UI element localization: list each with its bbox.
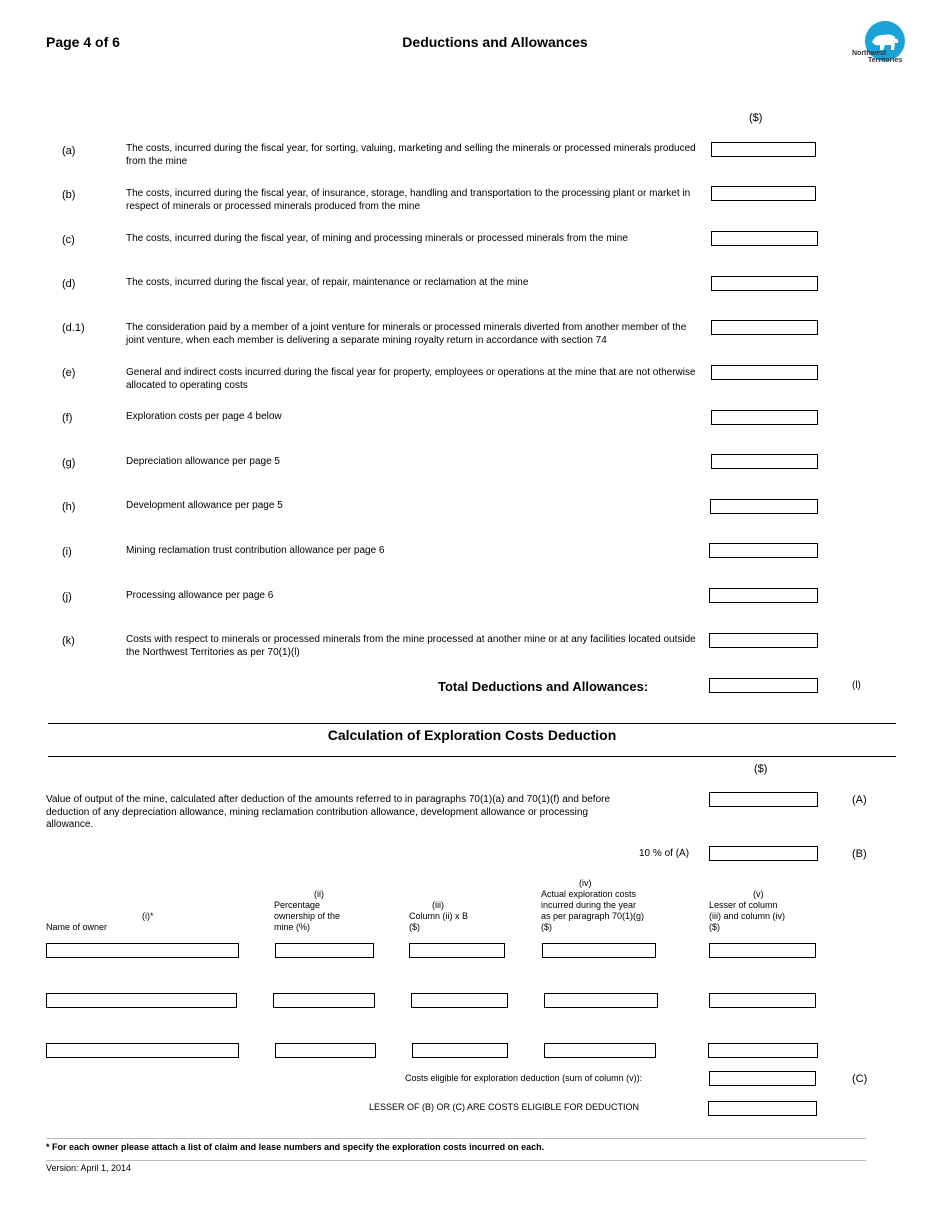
input-e[interactable] [711, 365, 818, 380]
col-iv-line2: incurred during the year [541, 900, 637, 910]
logo-text-territories: Territories [868, 57, 903, 64]
col-iv-line1: Actual exploration costs [541, 889, 637, 899]
column-v-input-1[interactable] [709, 943, 816, 958]
input-d[interactable] [711, 276, 818, 291]
exploration-title: Calculation of Exploration Costs Deduction [327, 727, 617, 743]
column-iv-input-2[interactable] [544, 993, 658, 1008]
row-text-d: The costs, incurred during the fiscal year, of repair, maintenance or reclamation at the mine [126, 277, 529, 288]
input-f[interactable] [711, 410, 818, 425]
row-text-j: Processing allowance per page 6 [126, 590, 274, 601]
row-label-e: (e) [62, 367, 76, 379]
exploration-currency-header: ($) [754, 763, 768, 775]
col-header-name-of-owner: Name of owner [46, 922, 108, 932]
col-v-line1: Lesser of column [709, 900, 778, 910]
col-ii-num: (ii) [314, 889, 324, 899]
eligible-costs-label: Costs eligible for exploration deduction (sum of column (v)): [405, 1073, 643, 1083]
column-iii-input-1[interactable] [409, 943, 505, 958]
input-a[interactable] [711, 142, 816, 157]
ownership-input-3[interactable] [275, 1043, 376, 1058]
owner-name-input-2[interactable] [46, 993, 237, 1008]
col-header-ii [274, 889, 364, 933]
column-iii-input-2[interactable] [411, 993, 508, 1008]
input-lesser-of[interactable] [708, 1101, 817, 1116]
row-text-h: Development allowance per page 5 [126, 500, 283, 511]
ownership-input-2[interactable] [273, 993, 375, 1008]
input-value-c[interactable] [709, 1071, 816, 1086]
column-iv-input-1[interactable] [542, 943, 656, 958]
col-header-v [709, 889, 819, 933]
owner-name-input-1[interactable] [46, 943, 239, 958]
col-header-i: (i)* [142, 911, 154, 921]
input-value-a[interactable] [709, 792, 818, 807]
total-ref: (l) [852, 680, 861, 691]
row-label-h: (h) [62, 501, 76, 513]
input-b[interactable] [711, 186, 816, 201]
input-j[interactable] [709, 588, 818, 603]
row-label-b: (b) [62, 189, 76, 201]
section-divider-bottom [48, 756, 896, 757]
footer-note: * For each owner please attach a list of claim and lease numbers and specify the exploration costs incurred on each. [46, 1142, 545, 1152]
input-h[interactable] [710, 499, 818, 514]
column-v-input-3[interactable] [708, 1043, 818, 1058]
ref-a: (A) [852, 794, 867, 806]
col-iv-line4: ($) [541, 922, 552, 932]
row-text-e: General and indirect costs incurred during the fiscal year for property, employees or operations at the mine that are not otherwise allocated to operating costs [126, 367, 696, 391]
row-label-c: (c) [62, 234, 75, 246]
column-iii-input-3[interactable] [412, 1043, 508, 1058]
page-title: Deductions and Allowances [402, 34, 588, 50]
page-number: Page 4 of 6 [46, 34, 120, 50]
footer-divider-bottom [46, 1160, 866, 1161]
ten-percent-label: 10 % of (A) [639, 848, 690, 859]
col-header-iv [541, 878, 671, 933]
row-text-k: Costs with respect to minerals or processed minerals from the mine processed at another mine or at any facilities located outside the Northwest Territories as per 70(1)(l) [126, 634, 696, 658]
section-divider-top [48, 723, 896, 724]
row-text-a: The costs, incurred during the fiscal year, for sorting, valuing, marketing and selling the minerals or processed minerals produced from the mine [126, 143, 696, 167]
value-of-output-text: Value of output of the mine, calculated after deduction of the amounts referred to in paragraphs 70(1)(a) and 70(1)(f) and before deduction of any depreciation allowance, mining reclamation contribution allowance, development allowance or processing allowance. [46, 794, 611, 830]
col-v-line2: (iii) and column (iv) [709, 911, 786, 921]
col-iv-line3: as per paragraph 70(1)(g) [541, 911, 645, 921]
col-ii-line2: ownership of the [274, 911, 341, 921]
row-label-g: (g) [62, 457, 76, 469]
col-v-line3: ($) [709, 922, 720, 932]
col-iv-num: (iv) [579, 878, 592, 888]
logo-text-northwest: Northwest [852, 50, 887, 57]
ref-c: (C) [852, 1073, 868, 1085]
input-c[interactable] [711, 231, 818, 246]
ref-b: (B) [852, 848, 867, 860]
row-label-i: (i) [62, 546, 72, 558]
owner-name-input-3[interactable] [46, 1043, 239, 1058]
input-k[interactable] [709, 633, 818, 648]
col-iii-line1: Column (ii) x B [409, 911, 469, 921]
row-label-a: (a) [62, 145, 76, 157]
row-label-d1: (d.1) [62, 322, 85, 334]
row-text-b: The costs, incurred during the fiscal year, of insurance, storage, handling and transportation to the processing plant or market in respect of minerals or processed minerals produced from the mine [126, 188, 691, 212]
row-text-i: Mining reclamation trust contribution allowance per page 6 [126, 545, 385, 556]
input-total[interactable] [709, 678, 818, 693]
row-text-g: Depreciation allowance per page 5 [126, 456, 280, 467]
col-ii-line3: mine (%) [274, 922, 311, 932]
column-v-input-2[interactable] [709, 993, 816, 1008]
footer-divider-top [46, 1138, 866, 1139]
column-iv-input-3[interactable] [544, 1043, 656, 1058]
version-label: Version: April 1, 2014 [46, 1163, 132, 1173]
col-iii-line2: ($) [409, 922, 420, 932]
row-label-j: (j) [62, 591, 72, 603]
currency-header: ($) [749, 112, 763, 124]
col-iii-num: (iii) [432, 900, 444, 910]
col-ii-line1: Percentage [274, 900, 321, 910]
row-text-f: Exploration costs per page 4 below [126, 411, 282, 422]
row-text-d1: The consideration paid by a member of a joint venture for minerals or processed minerals diverted from another member of the joint venture, when each member is delivering a separate mining royalty return in accordance with section 74 [126, 322, 687, 346]
input-i[interactable] [709, 543, 818, 558]
col-v-num: (v) [753, 889, 764, 899]
total-label: Total Deductions and Allowances: [438, 679, 649, 694]
row-text-c: The costs, incurred during the fiscal year, of mining and processing minerals or processed minerals from the mine [126, 233, 628, 244]
input-d1[interactable] [711, 320, 818, 335]
ownership-input-1[interactable] [275, 943, 374, 958]
row-label-k: (k) [62, 635, 75, 647]
row-label-f: (f) [62, 412, 73, 424]
lesser-of-label: LESSER OF (B) OR (C) ARE COSTS ELIGIBLE FOR DEDUCTION [369, 1102, 640, 1112]
input-value-b[interactable] [709, 846, 818, 861]
row-label-d: (d) [62, 278, 76, 290]
input-g[interactable] [711, 454, 818, 469]
col-header-iii [409, 900, 499, 933]
